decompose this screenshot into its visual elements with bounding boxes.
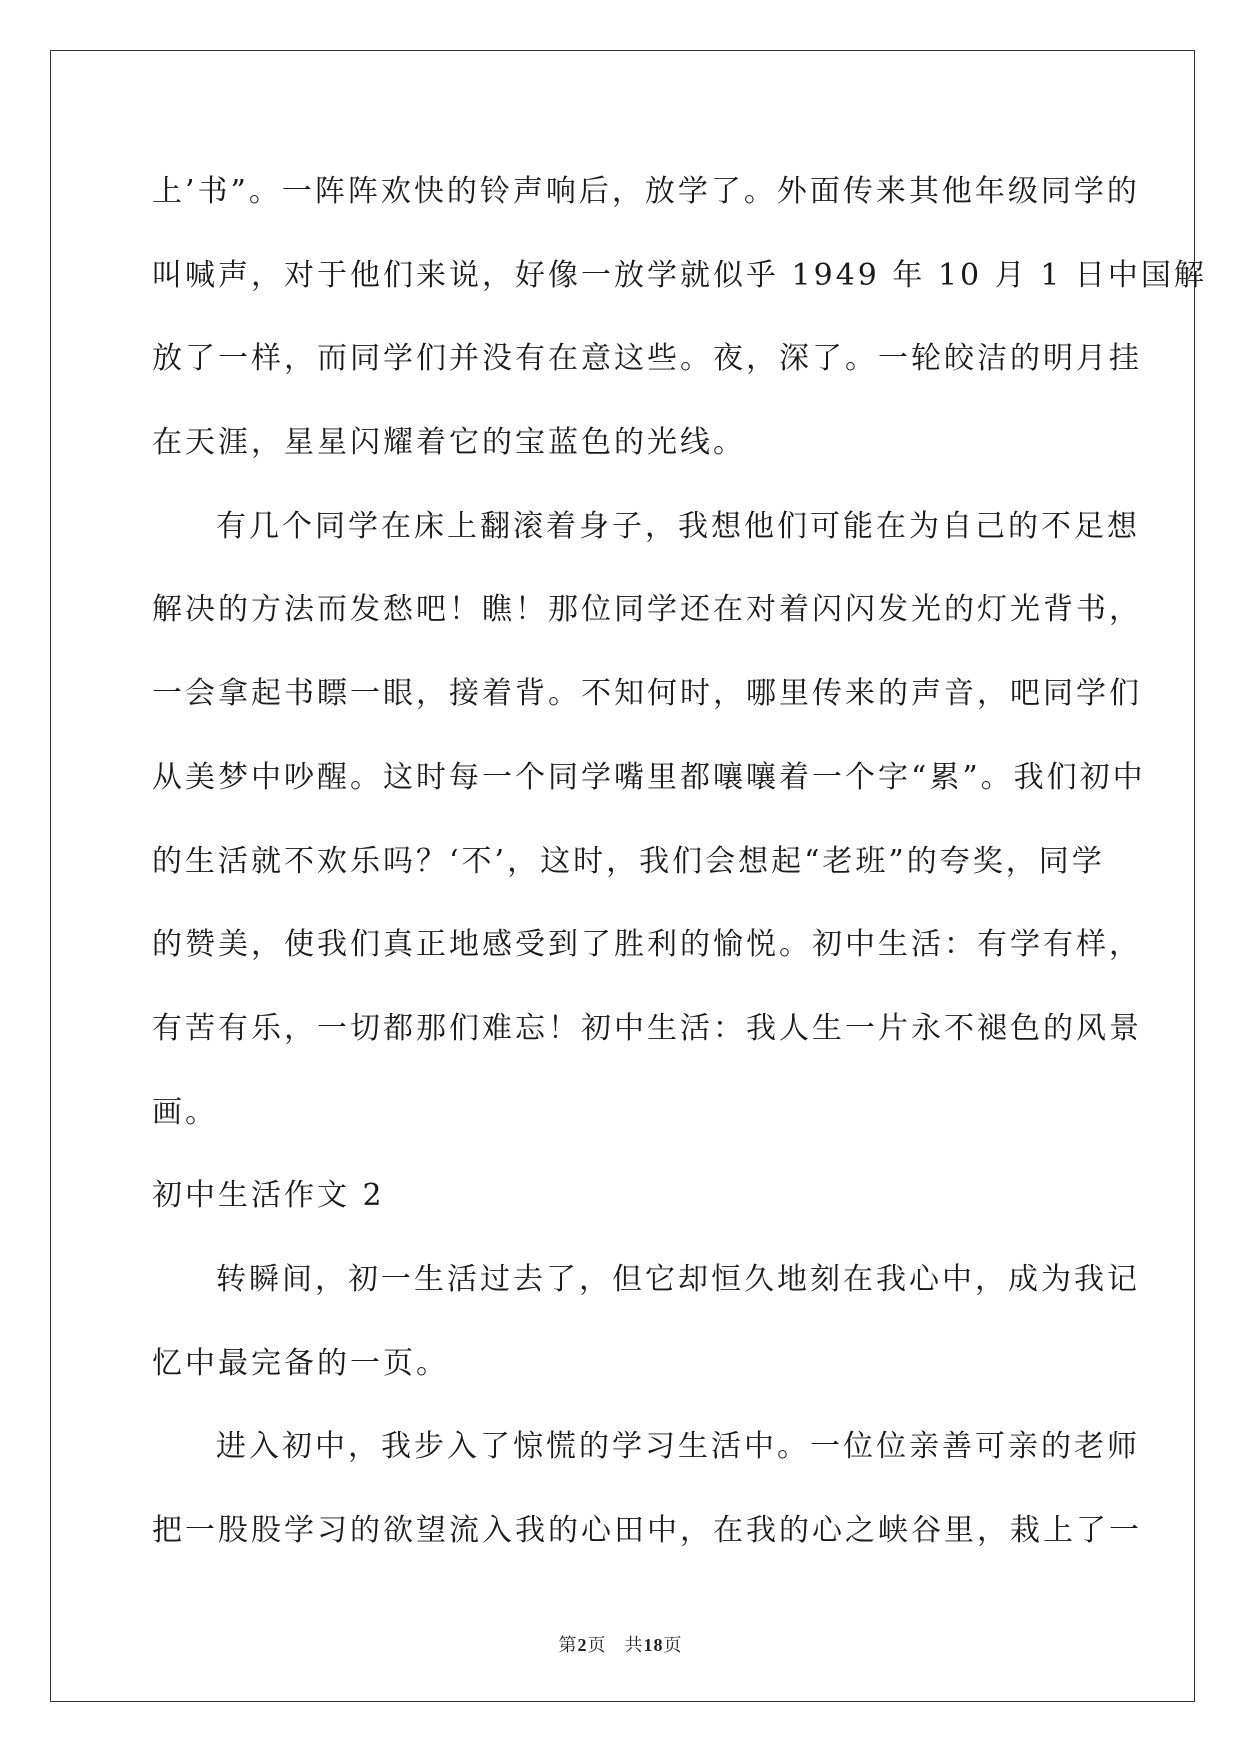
section-heading: 初中生活作文 2 (152, 1178, 385, 1214)
document-body (152, 163, 1207, 1586)
text-line: 解决的方法而发愁吧！瞧！那位同学还在对着闪闪发光的灯光背书， (152, 592, 1142, 628)
text-line: 放了一样，而同学们并没有在意这些。夜，深了。一轮皎洁的明月挂 (152, 341, 1142, 377)
page-label-suffix: 页 (587, 1635, 607, 1656)
text-line: 一会拿起书瞟一眼，接着背。不知何时，哪里传来的声音，吧同学们 (152, 676, 1142, 712)
text-line: 的赞美，使我们真正地感受到了胜利的愉悦。初中生活：有学有样， (152, 927, 1142, 963)
page-footer (0, 1631, 1241, 1657)
text-line: 上’书”。一阵阵欢快的铃声响后，放学了。外面传来其他年级同学的 (152, 174, 1140, 209)
text-line: 在天涯，星星闪耀着它的宝蓝色的光线。 (152, 425, 746, 461)
text-line: 有苦有乐，一切都那们难忘！初中生活：我人生一片永不褪色的风景 (152, 1010, 1142, 1046)
page-label-prefix: 第 (558, 1635, 578, 1656)
text-line: 叫喊声，对于他们来说，好像一放学就似乎 1949 年 10 月 1 日中国解 (152, 257, 1207, 293)
text-line: 画。 (152, 1094, 218, 1130)
paragraph-start-line: 有几个同学在床上翻滚着身子，我想他们可能在为自己的不足想 (216, 508, 1140, 544)
text-line: 把一股股学习的欲望流入我的心田中，在我的心之峡谷里，栽上了一 (152, 1513, 1142, 1548)
text-line: 的生活就不欢乐吗？‘不’，这时，我们会想起“老班”的夸奖，同学 (152, 843, 1105, 879)
paragraph-start-line: 转瞬间，初一生活过去了，但它却恒久地刻在我心中，成为我记 (216, 1261, 1140, 1297)
page-number: 2 (577, 1635, 588, 1655)
text-line: 从美梦中吵醒。这时每一个同学嘴里都嚷嚷着一个字“累”。我们初中 (152, 759, 1146, 795)
total-label-suffix: 页 (663, 1635, 683, 1656)
paragraph-start-line: 进入初中，我步入了惊慌的学习生活中。一位位亲善可亲的老师 (216, 1429, 1140, 1465)
total-pages: 18 (643, 1635, 664, 1655)
text-line: 忆中最完备的一页。 (152, 1345, 449, 1381)
total-label-prefix: 共 (624, 1635, 644, 1656)
